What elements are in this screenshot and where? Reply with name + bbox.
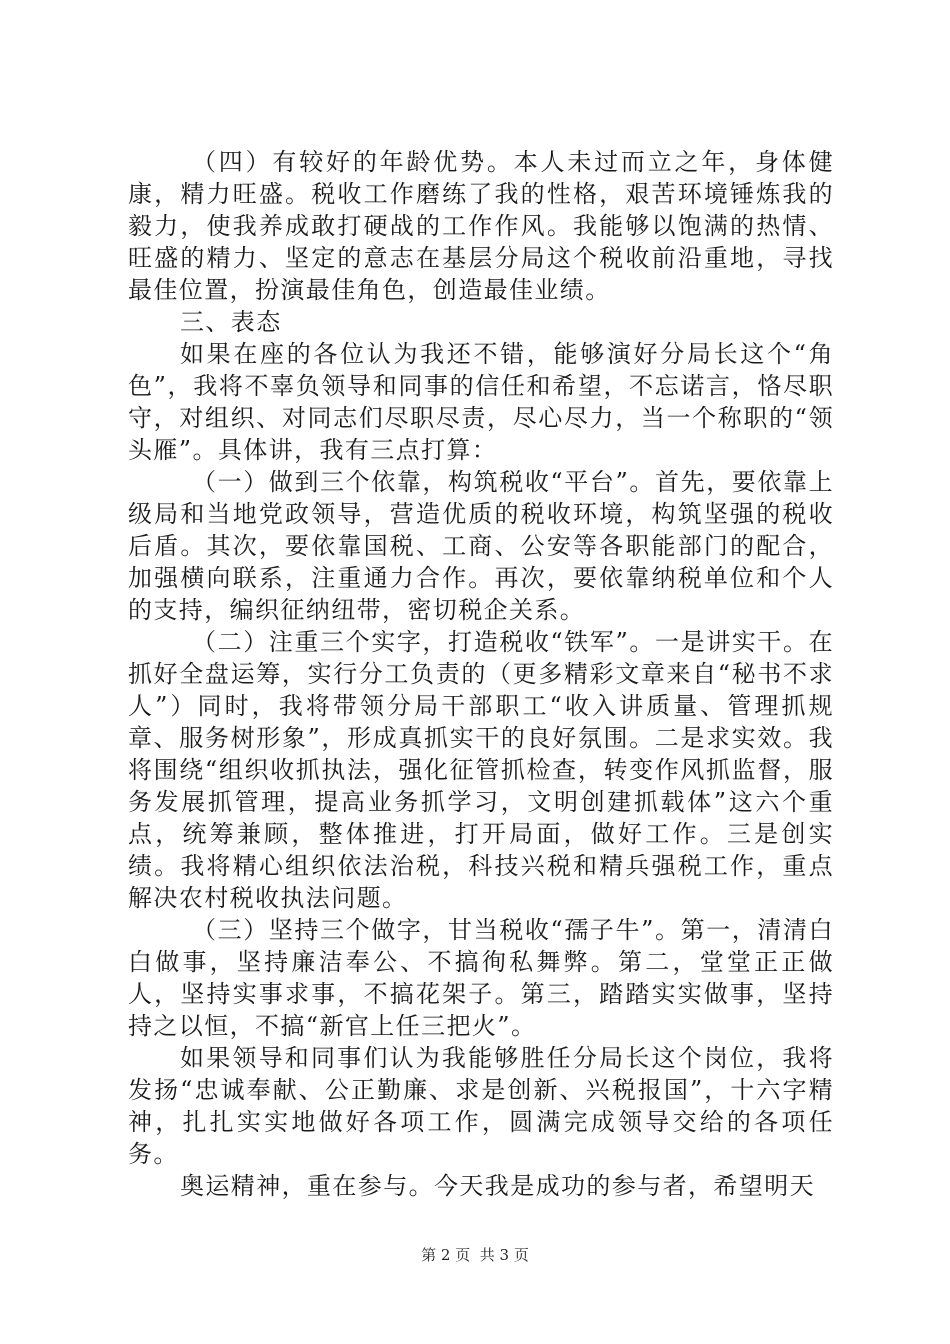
section-heading-attitude: 三、表态 (180, 308, 282, 336)
paragraph-commitment: 如果在座的各位认为我还不错，能够演好分局长这个“角色”，我将不辜负领导和同事的信任和希望，不忘诺言，恪尽职守，对组织、对同志们尽职尽责，尽心尽力，当一个称职的“领头雁”。具体讲，我有三点打算： (128, 340, 834, 464)
paragraph-plan-three: （三）坚持三个做字，甘当税收“孺子牛”。第一，清清白白做事，坚持廉洁奉公、不搞徇私舞弊。第二，堂堂正正做人，坚持实事求事，不搞花架子。第三，踏踏实实做事，坚持持之以恒，不搞“新官上任三把火”。 (128, 916, 834, 1040)
page-footer (0, 1244, 950, 1265)
page-number-label: 第 2 页 共 3 页 (421, 1246, 529, 1264)
paragraph-age-advantage: （四）有较好的年龄优势。本人未过而立之年，身体健康，精力旺盛。税收工作磨练了我的性格，艰苦环境锤炼我的毅力，使我养成敢打硬战的工作作风。我能够以饱满的热情、旺盛的精力、坚定的意志在基层分局这个税收前沿重地，寻找最佳位置，扮演最佳角色，创造最佳业绩。 (128, 148, 834, 304)
document-body (128, 146, 834, 1202)
paragraph-olympic-spirit: 奥运精神，重在参与。今天我是成功的参与者，希望明天 (180, 1172, 815, 1200)
paragraph-promise: 如果领导和同事们认为我能够胜任分局长这个岗位，我将发扬“忠诚奉献、公正勤廉、求是创新、兴税报国”，十六字精神，扎扎实实地做好各项工作，圆满完成领导交给的各项任务。 (128, 1044, 834, 1168)
paragraph-plan-one: （一）做到三个依靠，构筑税收“平台”。首先，要依靠上级局和当地党政领导，营造优质的税收环境，构筑坚强的税收后盾。其次，要依靠国税、工商、公安等各职能部门的配合，加强横向联系，注重通力合作。再次，要依靠纳税单位和个人的支持，编织征纳纽带，密切税企关系。 (128, 468, 834, 624)
paragraph-plan-two: （二）注重三个实字，打造税收“铁军”。一是讲实干。在抓好全盘运筹，实行分工负责的（更多精彩文章来自“秘书不求人”）同时，我将带领分局干部职工“收入讲质量、管理抓规章、服务树形象”，形成真抓实干的良好氛围。二是求实效。我将围绕“组织收抓执法，强化征管抓检查，转变作风抓监督，服务发展抓管理，提高业务抓学习，文明创建抓载体”这六个重点，统筹兼顾，整体推进，打开局面，做好工作。三是创实绩。我将精心组织依法治税，科技兴税和精兵强税工作，重点解决农村税收执法问题。 (128, 628, 834, 912)
